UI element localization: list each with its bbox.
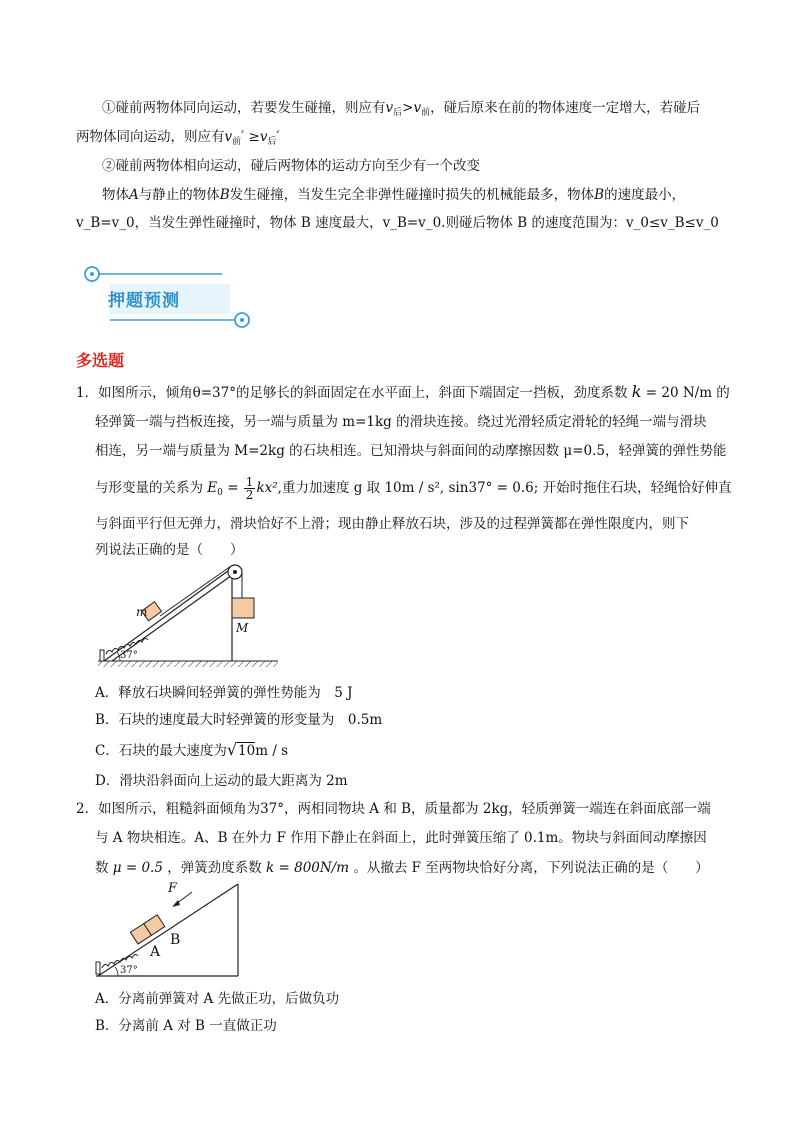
label-M: M — [236, 621, 249, 635]
q2-line-2: 与 A 物块相连。A、B 在外力 F 作用下静止在斜面上，此时弹簧压缩了 0.1m。物块与斜面间动摩擦因 — [95, 830, 707, 846]
label-m: m — [136, 605, 148, 619]
intro-line-3: ②碰前两物体相向运动，碰后两物体的运动方向至少有一个改变 — [102, 158, 480, 174]
q2-line-1: 2．如图所示，粗糙斜面倾角为37°，两相同物块 A 和 B，质量都为 2kg，轻质弹簧一端连在斜面底部一端 — [76, 801, 711, 817]
fraction-half: $\frac{1}{2}$ — [245, 475, 254, 502]
q2-option-a: A．分离前弹簧对 A 先做正功，后做负功 — [95, 991, 340, 1007]
label-angle-37: 37° — [120, 965, 138, 976]
q1-line-6: 列说法正确的是（ ） — [95, 542, 244, 558]
q2-option-b: B．分离前 A 对 B 一直做正功 — [95, 1018, 277, 1034]
label-A: A — [150, 944, 161, 960]
q1-line-1: 1．如图所示，倾角θ=37°的足够长的斜面固定在水平面上，斜面下端固定一挡板，劲度系数 k = 20 N/m 的 — [76, 382, 730, 401]
figure-incline-blocks — [92, 878, 242, 982]
label-angle-37: 37° — [120, 650, 138, 661]
q1-line-2: 轻弹簧一端与挡板连接，另一端与质量为 m=1kg 的滑块连接。绕过光滑轻质定滑轮的轻绳一端与滑块 — [95, 414, 707, 430]
q1-line-3: 相连，另一端与质量为 M=2kg 的石块相连。已知滑块与斜面间的动摩擦因数 μ=0.5，轻弹簧的弹性势能 — [95, 443, 727, 459]
q1-option-d: D．滑块沿斜面向上运动的最大距离为 2m — [95, 773, 348, 789]
intro-line-1: ①碰前两物体同向运动，若要发生碰撞，则应有$v_后>v_前$，碰后原来在前的物体速度一定增大，若碰后 — [102, 100, 701, 118]
intro-line-5: v_B=v_0，当发生弹性碰撞时，物体 B 速度最大，v_B=v_0.则碰后物体 B 的速度范围为：v_0≤v_B≤v_0 — [76, 215, 719, 231]
q1-option-c: C．石块的最大速度为√10m / s — [95, 740, 289, 759]
section-title: 多选题 — [76, 351, 125, 370]
q1-line-5: 与斜面平行但无弹力，滑块恰好不上滑；现由静止释放石块，涉及的过程弹簧都在弹性限度内，则下 — [95, 516, 689, 532]
intro-line-2: 两物体同向运动，则应有$v_前' \ge v_后'$ — [76, 129, 280, 147]
intro-line-4: 物体A与静止的物体B发生碰撞，当发生完全非弹性碰撞时损失的机械能最多，物体B的速度最小， — [102, 187, 686, 203]
figure-incline-pulley — [92, 558, 282, 670]
label-B: B — [170, 932, 181, 948]
q1-line-4: 与形变量的关系为 $E_0$ = $\frac{1}{2}$ kx²,重力加速度 g 取 10m / s², sin37° = 0.6; 开始时拖住石块，轻绳恰好伸直 — [95, 475, 732, 502]
q2-line-3: 数 μ = 0.5 ，弹簧劲度系数 k = 800N/m 。从撤去 F 至两物块恰好分离，下列说法正确的是（ ） — [95, 860, 709, 876]
label-F: F — [168, 881, 178, 896]
q1-option-a: A．释放石块瞬间轻弹簧的弹性势能为 5 J — [95, 685, 353, 701]
q1-option-b: B．石块的速度最大时轻弹簧的形变量为 0.5m — [95, 712, 383, 728]
banner-title: 押题预测 — [108, 291, 180, 311]
